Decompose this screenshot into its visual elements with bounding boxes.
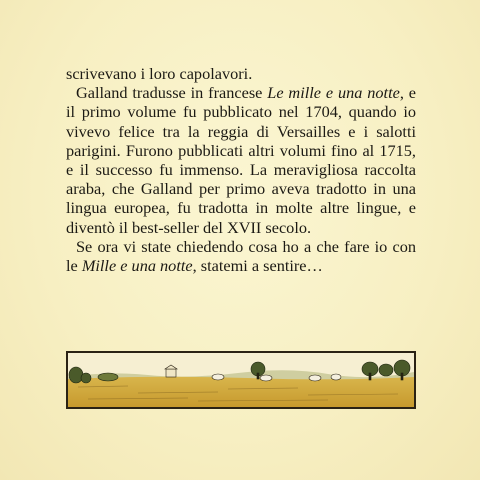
paragraph-1: scrivevano i loro capolavori.	[66, 64, 253, 83]
book-title-italic: Le mille e una notte	[267, 83, 400, 103]
landscape-illustration	[66, 351, 416, 409]
paragraph-2-text-end: , e il primo volume fu pubblicato nel 1704, quando io vivevo felice tra la reggia di Versailles e i salotti parigini. Furono pubblicati altri volumi fino al 1715, e il successo fu immenso. La meravigliosa raccolta araba, che Galland per primo aveva tradotto in una lingua europea, fu tradotta in molte altre lingue, e diventò il best-seller del XVII secolo.	[66, 83, 416, 237]
paragraph-3-text-start: Se ora vi state chiedendo cosa ho a che fare io con le	[66, 236, 416, 276]
paragraph-3	[66, 237, 416, 275]
paragraph-2-text-start: Galland tradusse in francese	[76, 83, 268, 103]
paragraph-3-text-end: , statemi a sentire…	[192, 256, 323, 276]
book-title-italic-2: Mille e una notte	[81, 256, 193, 276]
paragraph-2	[66, 83, 416, 237]
landscape-drawing	[68, 353, 414, 407]
page-text	[66, 64, 416, 275]
